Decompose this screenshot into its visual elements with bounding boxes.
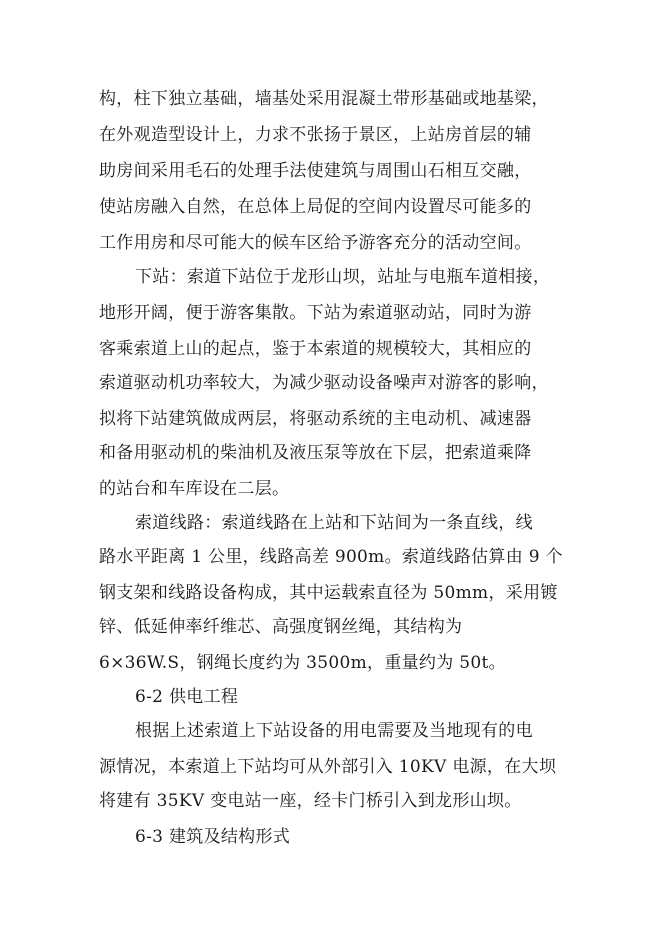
text-line: 和备用驱动机的柴油机及液压泵等放在下层，把索道乘降 bbox=[99, 443, 532, 463]
section-heading-power-supply: 6-2 供电工程 bbox=[135, 687, 239, 707]
paragraph-power-supply: 根据上述索道上下站设备的用电需要及当地现有的电 bbox=[135, 721, 533, 741]
text-line: 将建有 35KV 变电站一座，经卡门桥引入到龙形山坝。 bbox=[99, 791, 522, 811]
text-line: 客乘索道上山的起点，鉴于本索道的规模较大，其相应的 bbox=[99, 339, 532, 359]
paragraph-cableway-route: 索道线路：索道线路在上站和下站间为一条直线，线 bbox=[135, 513, 533, 533]
text-line: 6×36W.S，钢绳长度约为 3500m，重量约为 50t。 bbox=[99, 653, 506, 673]
text-line: 拟将下站建筑做成两层，将驱动系统的主电动机、减速器 bbox=[99, 409, 532, 429]
text-line: 工作用房和尽可能大的候车区给予游客充分的活动空间。 bbox=[99, 233, 532, 253]
text-line: 在外观造型设计上，力求不张扬于景区，上站房首层的辅 bbox=[99, 125, 532, 145]
text-line: 使站房融入自然，在总体上局促的空间内设置尽可能多的 bbox=[99, 197, 532, 217]
text-line: 锌、低延伸率纤维芯、高强度钢丝绳，其结构为 bbox=[99, 617, 463, 637]
text-line: 助房间采用毛石的处理手法使建筑与周围山石相互交融， bbox=[99, 161, 532, 181]
text-line: 地形开阔，便于游客集散。下站为索道驱动站，同时为游 bbox=[99, 303, 532, 323]
text-line: 索道驱动机功率较大，为减少驱动设备噪声对游客的影响， bbox=[99, 373, 549, 393]
text-line: 钢支架和线路设备构成，其中运载索直径为 50mm，采用镀 bbox=[99, 583, 558, 603]
section-heading-architecture-structure: 6-3 建筑及结构形式 bbox=[135, 827, 291, 847]
text-line: 的站台和车库设在二层。 bbox=[99, 479, 290, 499]
text-line: 构，柱下独立基础，墙基处采用混凝土带形基础或地基梁， bbox=[99, 89, 549, 109]
text-line: 源情况，本索道上下站均可从外部引入 10KV 电源，在大坝 bbox=[99, 757, 557, 777]
paragraph-lower-station: 下站：索道下站位于龙形山坝，站址与电瓶车道相接， bbox=[135, 267, 551, 287]
text-line: 路水平距离 1 公里，线路高差 900m。索道线路估算由 9 个 bbox=[99, 547, 563, 567]
